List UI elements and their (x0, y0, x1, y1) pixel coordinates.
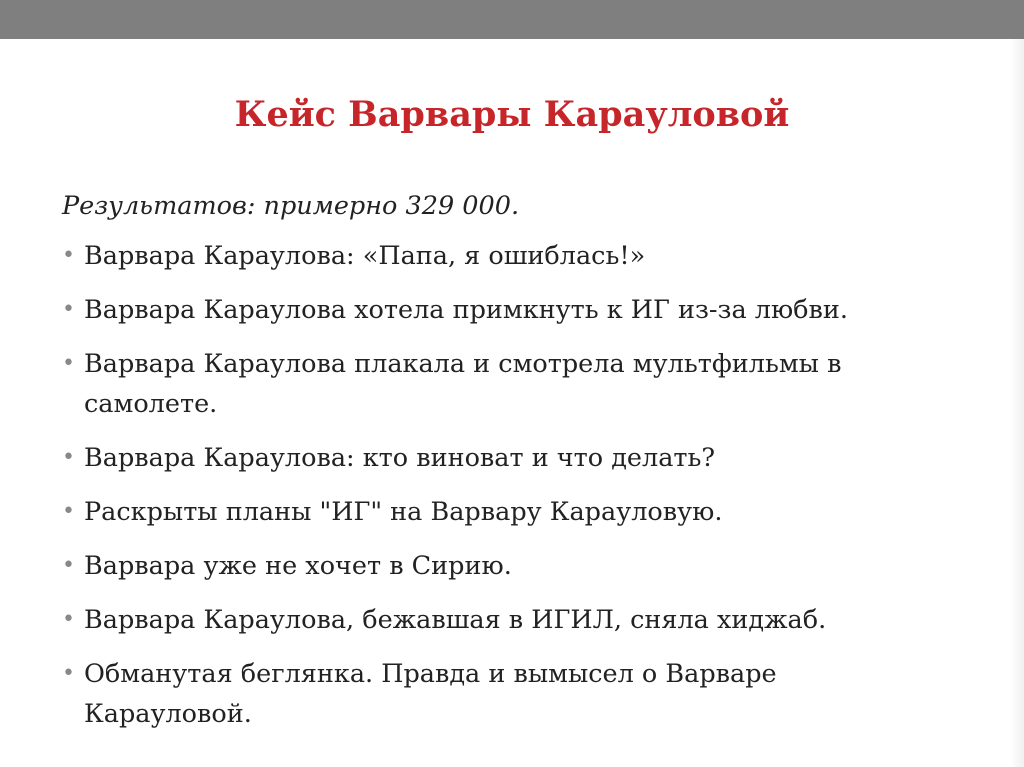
slide-body (62, 186, 952, 748)
bullet-icon: • (62, 351, 75, 376)
list-item-text: Варвара Караулова: «Папа, я ошиблась!» (84, 241, 646, 271)
list-item (62, 600, 952, 640)
list-item-text: Обманутая беглянка. Правда и вымысел о Варваре Карауловой. (84, 659, 777, 729)
list-item (62, 492, 952, 532)
bullet-icon: • (62, 445, 75, 470)
list-item-text: Варвара Караулова хотела примкнуть к ИГ из-за любви. (84, 295, 848, 325)
list-item (62, 236, 952, 276)
list-item-text: Варвара Караулова: кто виноват и что делать? (84, 443, 716, 473)
top-bar (0, 0, 1024, 39)
list-item-text: Варвара Караулова плакала и смотрела мультфильмы в самолете. (84, 349, 842, 419)
list-item (62, 290, 952, 330)
bullet-icon: • (62, 661, 75, 686)
headline-list (62, 236, 952, 734)
bullet-icon: • (62, 243, 75, 268)
list-item (62, 654, 952, 734)
bullet-icon: • (62, 297, 75, 322)
list-item (62, 344, 952, 424)
edge-shadow (1010, 39, 1024, 767)
slide-title: Кейс Варвары Карауловой (234, 94, 790, 135)
results-count: Результатов: примерно 329 000. (62, 191, 520, 221)
list-item-text: Варвара уже не хочет в Сирию. (84, 551, 512, 581)
bullet-icon: • (62, 499, 75, 524)
bullet-icon: • (62, 553, 75, 578)
list-item (62, 438, 952, 478)
list-item-text: Раскрыты планы "ИГ" на Варвару Карауловую. (84, 497, 723, 527)
bullet-icon: • (62, 607, 75, 632)
list-item (62, 546, 952, 586)
list-item-text: Варвара Караулова, бежавшая в ИГИЛ, сняла хиджаб. (84, 605, 827, 635)
